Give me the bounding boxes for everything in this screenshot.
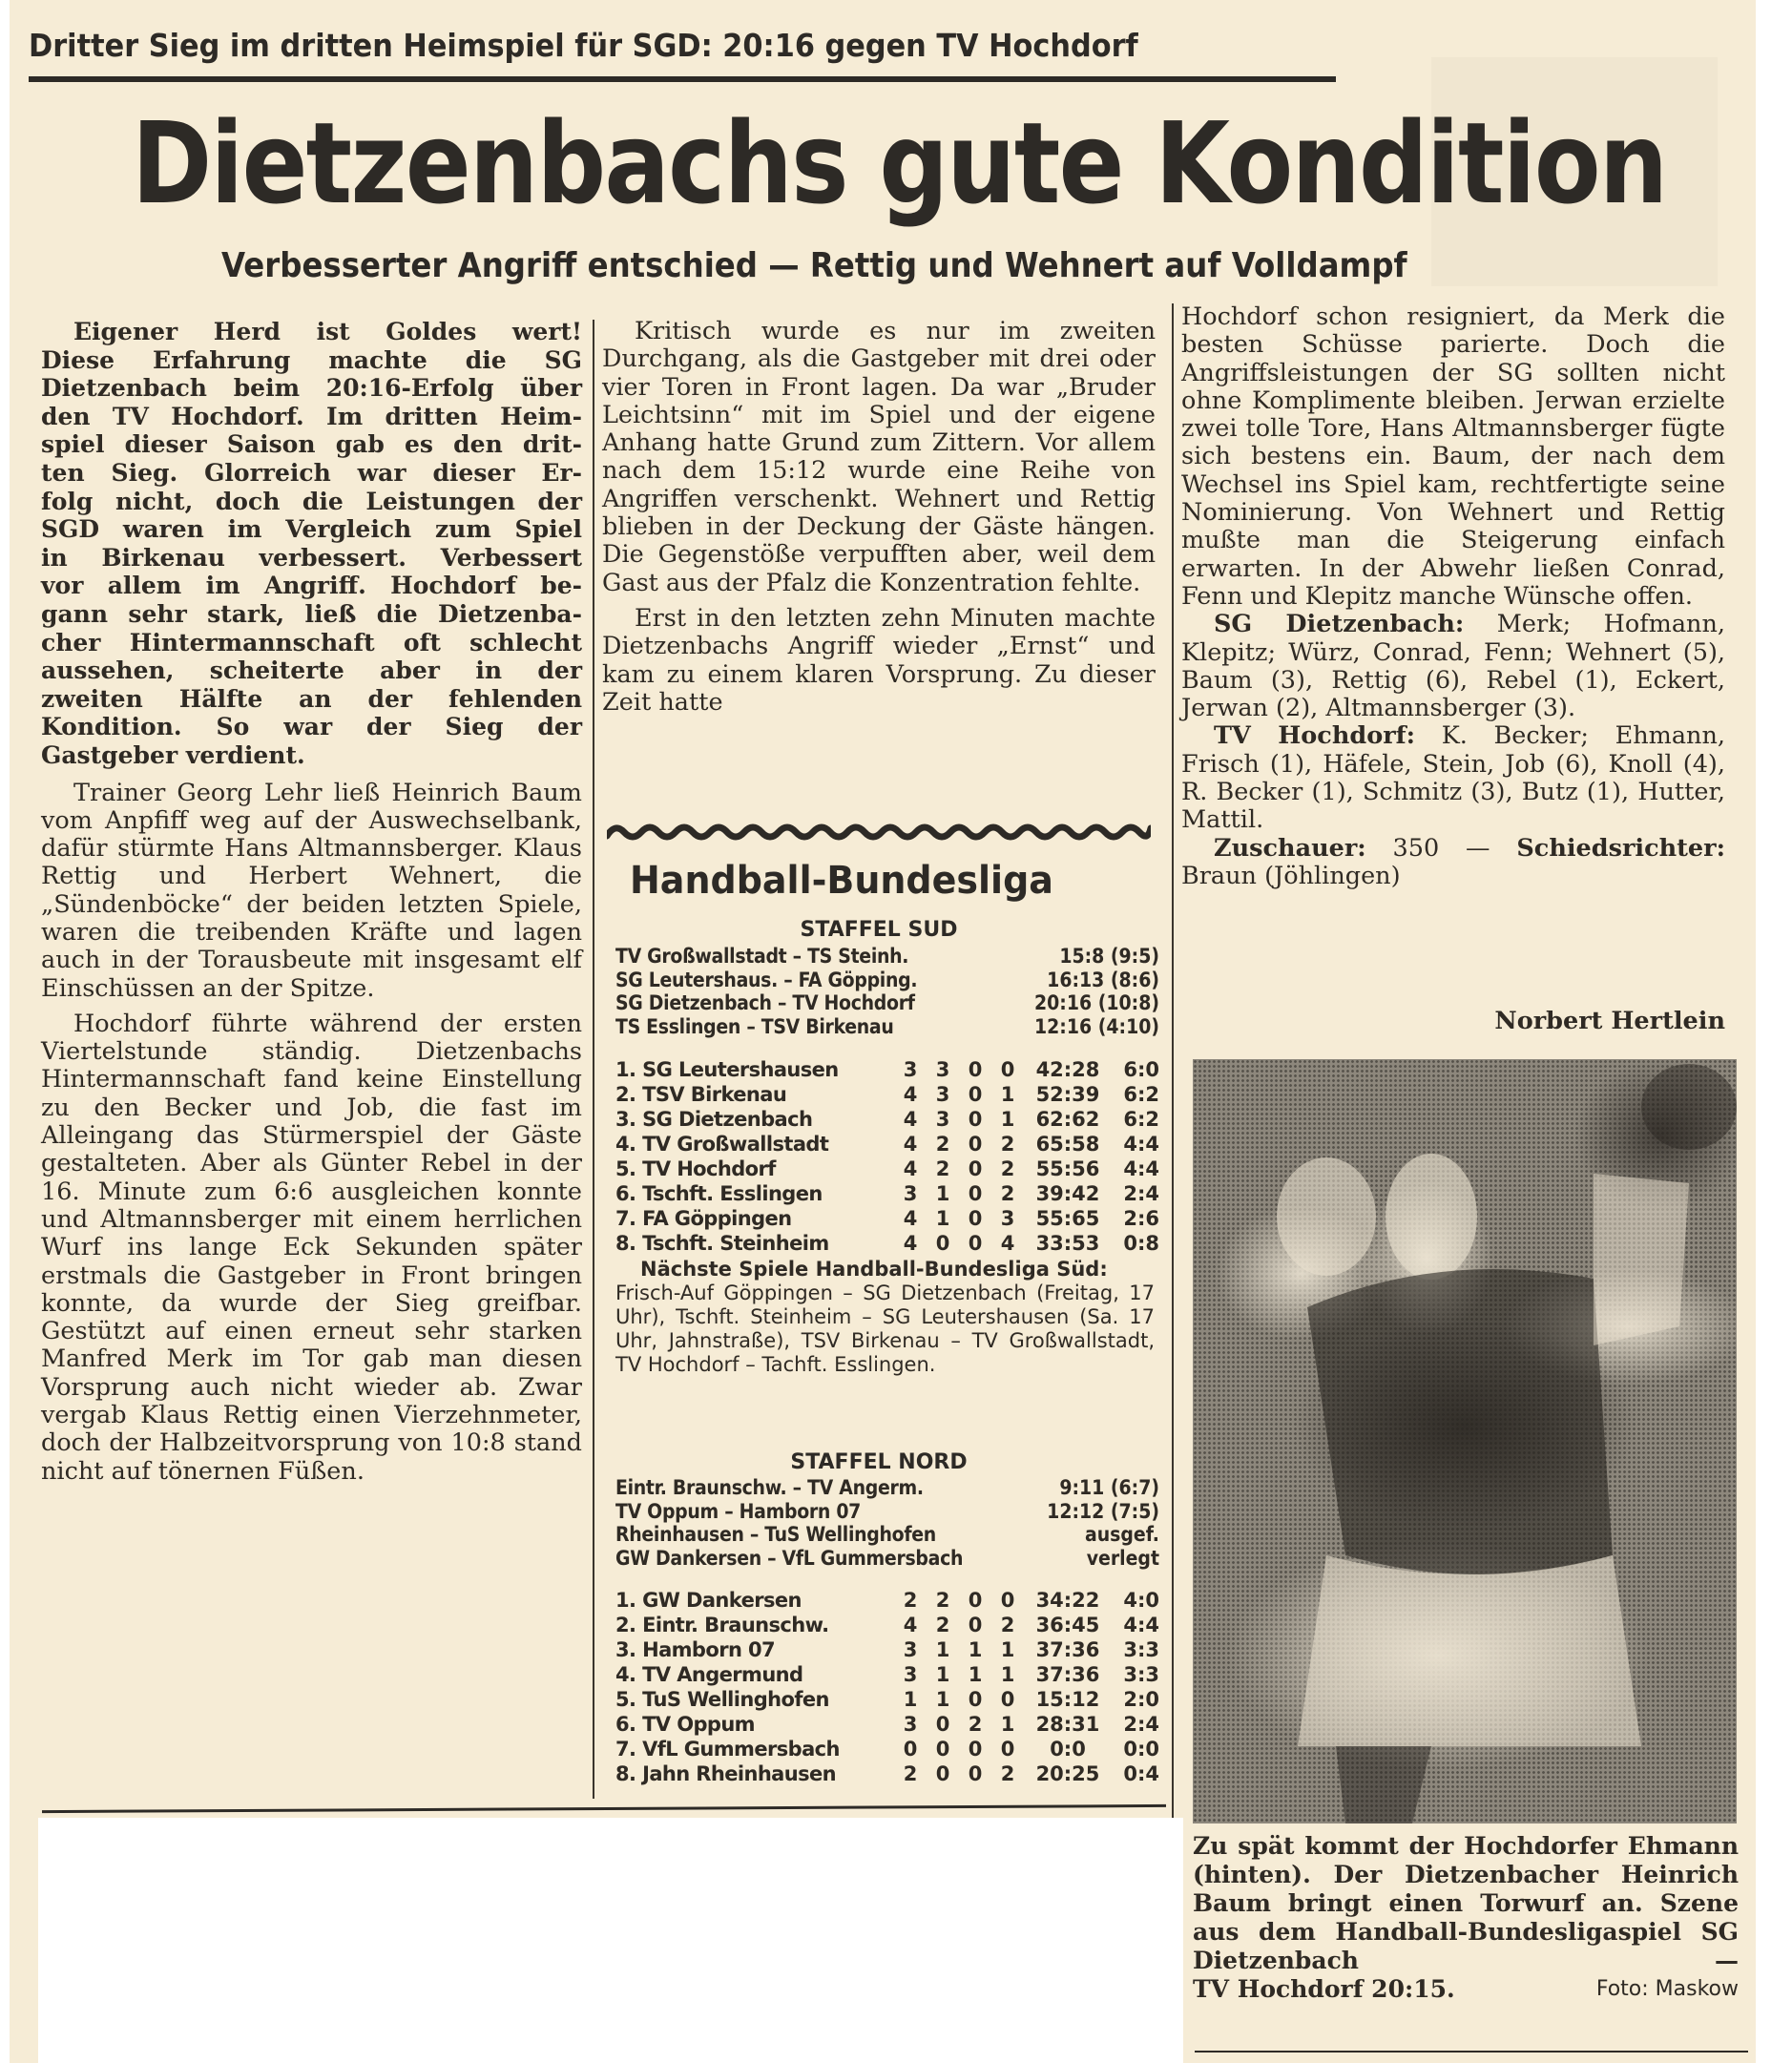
rank: 2.	[615, 1614, 636, 1636]
draws: 2	[968, 1713, 983, 1736]
goal-ratio: 28:31	[1035, 1713, 1100, 1736]
body-paragraph: Hochdorf führte während der ersten Viertelstunde ständig. Dietzenbachs Hintermannschaft fand keine Einstellung zu den Becker und Job, die fast im Alleingang das Stürmerspiel der Gäste gestalteten. Aber als Günter Rebel in der 16. Minute zum 6:6 ausgleichen konnte und Altmannsberger mit einem herrlichen Wurf ins lange Eck Sekunden später erstmals die Gastgeber in Front bringen konnte, da wurde der Sieg greifbar. Gestützt auf einen erneut sehr starken Manfred Merk im Tor gab man diesen Vorsprung auch nicht wieder ab. Zwar vergab Klaus Rettig einen Vierzehnmeter, doch der Halbzeitvorsprung von 10:8 stand nicht auf tönernen Füßen.	[41, 1009, 582, 1486]
match: TS Esslingen – TSV Birkenau	[615, 1014, 894, 1038]
body-paragraph: Trainer Georg Lehr ließ Heinrich Baum vom Anpfiff weg auf der Auswechselbank, dafür stürmte Hans Altmannsberger. Klaus Rettig und Herbert Wehnert, die „Sündenböcke“ der beiden letzten Spiele, waren die treibenden Kräfte und lagen auch in der Torausbeute mit insgesamt elf Einschüssen an der Spitze.	[41, 778, 582, 1003]
games-played: 3	[903, 1182, 918, 1205]
handball-photo	[1193, 1059, 1737, 1823]
goal-ratio: 15:12	[1035, 1688, 1100, 1711]
referee-label: Schiedsrichter:	[1516, 833, 1725, 863]
lead-line: Kondition. So war der Sieg der	[41, 713, 582, 741]
standings-row	[615, 1206, 1161, 1231]
rank: 7.	[615, 1738, 636, 1761]
staffel-sud-heading: STAFFEL SUD	[800, 918, 958, 942]
losses: 1	[1000, 1713, 1015, 1736]
rank: 5.	[615, 1157, 636, 1180]
wins: 0	[935, 1713, 950, 1736]
wins: 0	[935, 1232, 950, 1255]
lead-line: Diese Erfahrung machte die SG	[41, 345, 582, 374]
draws: 0	[968, 1207, 983, 1230]
score: 12:16 (4:10)	[1034, 1014, 1159, 1038]
lineup-hochdorf	[1181, 722, 1725, 834]
goal-ratio: 0:0	[1050, 1738, 1086, 1761]
team-name	[615, 1132, 894, 1157]
rank: 2.	[615, 1083, 636, 1106]
standings-row	[615, 1231, 1161, 1256]
match: GW Dankersen – VfL Gummersbach	[615, 1546, 964, 1570]
standings-row	[615, 1107, 1161, 1132]
sub-headline: Verbesserter Angriff entschied — Rettig und Wehnert auf Volldampf	[221, 246, 1407, 285]
lead-line: Dietzenbach beim 20:16-Erfolg über	[41, 374, 582, 403]
games-played: 4	[903, 1108, 918, 1131]
team-name	[615, 1107, 894, 1132]
team: Jahn Rheinhausen	[642, 1762, 836, 1785]
team-name: SG Dietzenbach:	[1214, 610, 1465, 639]
wins: 2	[935, 1157, 950, 1180]
standings-row	[615, 1613, 1161, 1637]
games-played: 4	[903, 1232, 918, 1255]
team: Eintr. Braunschw.	[642, 1614, 829, 1636]
goal-ratio: 52:39	[1035, 1083, 1100, 1106]
goal-ratio: 20:25	[1035, 1762, 1100, 1785]
rank: 3.	[615, 1108, 636, 1131]
team: VfL Gummersbach	[642, 1738, 840, 1761]
main-headline: Dietzenbachs gute Kondition	[132, 97, 1667, 229]
result-row	[615, 969, 1159, 992]
wins: 2	[935, 1614, 950, 1636]
points: 2:4	[1123, 1713, 1159, 1736]
rank: 1.	[615, 1058, 636, 1081]
result-row	[615, 991, 1159, 1015]
points: 0:4	[1123, 1762, 1159, 1785]
article-column-3	[1181, 303, 1725, 890]
standings-title: Handball-Bundesliga	[630, 859, 1053, 903]
goal-ratio: 62:62	[1035, 1108, 1100, 1131]
losses: 1	[1000, 1663, 1015, 1686]
rank: 8.	[615, 1232, 636, 1255]
lead-line: vor allem im Angriff. Hochdorf be-	[41, 572, 582, 600]
kicker-headline: Dritter Sieg im dritten Heimspiel für SGD: 20:16 gegen TV Hochdorf	[29, 27, 1138, 64]
team: TV Oppum	[642, 1713, 755, 1736]
losses: 0	[1000, 1738, 1015, 1761]
lead-line: SGD waren im Vergleich zum Spiel	[41, 515, 582, 544]
standings-row	[615, 1761, 1161, 1786]
wins: 0	[935, 1738, 950, 1761]
staffel-sud-results	[615, 945, 1159, 1038]
lead-line: cher Hintermannschaft oft schlecht	[41, 628, 582, 656]
losses: 2	[1000, 1614, 1015, 1636]
draws: 0	[968, 1688, 983, 1711]
spectators-value: 350 —	[1392, 833, 1490, 863]
standings-row	[615, 1662, 1161, 1687]
score: ausgef.	[1084, 1523, 1159, 1546]
team-name	[615, 1662, 894, 1687]
body-paragraph: Hochdorf schon resigniert, da Merk die besten Schüsse parierte. Doch die Angriffsleistungen der SG sollten nicht ohne Komplimente bleiben. Jerwan erzielte zwei tolle Tore, Hans Altmannsberger fügte sich bestens ein. Baum, der nach dem Wechsel ins Spiel kam, rechtfertigte seine Nominierung. Von Wehnert und Rettig mußte man die Steigerung einfach erwarten. In der Abwehr ließen Conrad, Fenn und Klepitz manche Wünsche offen.	[1181, 302, 1725, 611]
points: 6:2	[1123, 1083, 1159, 1106]
standings-row	[615, 1588, 1161, 1613]
score: 12:12 (7:5)	[1047, 1499, 1159, 1523]
wins: 1	[935, 1638, 950, 1661]
goal-ratio: 39:42	[1035, 1182, 1100, 1205]
rank: 8.	[615, 1762, 636, 1785]
goal-ratio: 34:22	[1035, 1589, 1100, 1612]
result-row	[615, 1500, 1159, 1524]
team-name	[615, 1181, 894, 1206]
games-played: 4	[903, 1207, 918, 1230]
games-played: 3	[903, 1638, 918, 1661]
points: 4:4	[1123, 1133, 1159, 1156]
losses: 2	[1000, 1133, 1015, 1156]
lead-line: aussehen, scheiterte aber in der	[41, 656, 582, 685]
losses: 0	[1000, 1688, 1015, 1711]
rank: 3.	[615, 1638, 636, 1661]
points: 2:0	[1123, 1688, 1159, 1711]
standings-row	[615, 1737, 1161, 1761]
points: 4:4	[1123, 1157, 1159, 1180]
points: 4:0	[1123, 1589, 1159, 1612]
draws: 0	[968, 1232, 983, 1255]
losses: 3	[1000, 1207, 1015, 1230]
goal-ratio: 42:28	[1035, 1058, 1100, 1081]
games-played: 1	[903, 1688, 918, 1711]
score: 16:13 (8:6)	[1047, 968, 1159, 991]
rank: 5.	[615, 1688, 636, 1711]
caption-text: Zu spät kommt der Hochdorfer Ehmann (hinten). Der Dietzenbacher Heinrich Baum bringt einen Torwurf an. Szene aus dem Handball-Bundesligaspiel SG Dietzenbach —	[1193, 1832, 1739, 1974]
match: TV Oppum – Hamborn 07	[615, 1499, 862, 1523]
score: 9:11 (6:7)	[1059, 1476, 1159, 1499]
games-played: 4	[903, 1083, 918, 1106]
clipping-cutout	[38, 1818, 1183, 2063]
wins: 2	[935, 1133, 950, 1156]
team: TV Angermund	[642, 1663, 803, 1686]
article-column-1	[41, 318, 582, 1486]
result-row	[615, 1547, 1159, 1571]
losses: 1	[1000, 1083, 1015, 1106]
team: TV Hochdorf	[642, 1157, 776, 1180]
losses: 1	[1000, 1108, 1015, 1131]
lead-line: spiel dieser Saison gab es den drit-	[41, 430, 582, 459]
wins: 2	[935, 1589, 950, 1612]
player-list: K. Becker; Ehmann, Frisch (1), Häfele, Stein, Job (6), Knoll (4), R. Becker (1), Schmitz (3), Butz (1), Hutter, Mattil.	[1181, 721, 1725, 835]
points: 3:3	[1123, 1638, 1159, 1661]
body-paragraph: Kritisch wurde es nur im zweiten Durchgang, als die Gastgeber mit drei oder vier Toren in Front lagen. Da war „Bruder Leichtsinn“ mit im Spiel und der eigene Anhang hatte Grund zum Zittern. Vor allem nach dem 15:12 wurde eine Reihe von Angriffen verschenkt. Wehnert und Rettig blieben in der Deckung der Gäste hängen. Die Gegenstöße verpufften aber, weil dem Gast aus der Pfalz die Konzentration fehlte.	[602, 317, 1156, 597]
scan-margin	[1756, 0, 1792, 2063]
draws: 1	[968, 1638, 983, 1661]
staffel-nord-results	[615, 1476, 1159, 1570]
next-games	[615, 1258, 1155, 1377]
staffel-nord-heading: STAFFEL NORD	[790, 1450, 968, 1474]
match: Eintr. Braunschw. – TV Angerm.	[615, 1476, 924, 1499]
lead-paragraph	[41, 318, 582, 770]
team: FA Göppingen	[642, 1207, 792, 1230]
wins: 1	[935, 1663, 950, 1686]
caption-rule	[1195, 2051, 1748, 2053]
result-row	[615, 1523, 1159, 1547]
body-paragraph: Erst in den letzten zehn Minuten machte Dietzenbachs Angriff wieder „Ernst“ und kam zu einem klaren Vorsprung. Zu dieser Zeit hatte	[602, 603, 1156, 717]
draws: 0	[968, 1614, 983, 1636]
games-played: 3	[903, 1713, 918, 1736]
draws: 0	[968, 1762, 983, 1785]
goal-ratio: 37:36	[1035, 1638, 1100, 1661]
next-games-text: Frisch-Auf Göppingen – SG Dietzenbach (Freitag, 17 Uhr), Tschft. Steinheim – SG Leutershausen (Sa. 17 Uhr, Jahnstraße), TSV Birkenau – TV Großwallstadt, TV Hochdorf – Tachft. Esslingen.	[615, 1282, 1155, 1376]
column-divider	[1172, 303, 1174, 2059]
draws: 0	[968, 1182, 983, 1205]
rank: 4.	[615, 1663, 636, 1686]
team-name	[615, 1588, 894, 1613]
lead-line: zweiten Hälfte an der fehlenden	[41, 684, 582, 713]
team-name	[615, 1206, 894, 1231]
team-name	[615, 1761, 894, 1786]
games-played: 4	[903, 1133, 918, 1156]
standings-row	[615, 1082, 1161, 1107]
wins: 3	[935, 1083, 950, 1106]
match: Rheinhausen – TuS Wellinghofen	[615, 1523, 936, 1546]
points: 2:6	[1123, 1207, 1159, 1230]
points: 0:0	[1123, 1738, 1159, 1761]
team-name	[615, 1637, 894, 1662]
team: TV Großwallstadt	[642, 1133, 829, 1156]
team-name: TV Hochdorf:	[1214, 721, 1416, 751]
standings-row	[615, 1637, 1161, 1662]
score: 20:16 (10:8)	[1034, 991, 1159, 1014]
wins: 1	[935, 1207, 950, 1230]
lead-line: den TV Hochdorf. Im dritten Heim-	[41, 402, 582, 430]
team: TuS Wellinghofen	[642, 1688, 829, 1711]
kicker-underline	[29, 76, 1336, 82]
points: 3:3	[1123, 1663, 1159, 1686]
lead-line: Eigener Herd ist Goldes wert!	[73, 318, 582, 345]
team: SG Leutershausen	[642, 1058, 839, 1081]
result-row	[615, 1015, 1159, 1039]
goal-ratio: 55:65	[1035, 1207, 1100, 1230]
team: Tschft. Steinheim	[642, 1232, 829, 1255]
caption-last-line	[1193, 1975, 1739, 2004]
team: Tschft. Esslingen	[642, 1182, 823, 1205]
team: Hamborn 07	[642, 1638, 776, 1661]
games-played: 3	[903, 1663, 918, 1686]
goal-ratio: 37:36	[1035, 1663, 1100, 1686]
rank: 4.	[615, 1133, 636, 1156]
standings-row	[615, 1157, 1161, 1181]
team-name	[615, 1687, 894, 1712]
losses: 4	[1000, 1232, 1015, 1255]
team-name	[615, 1082, 894, 1107]
losses: 2	[1000, 1762, 1015, 1785]
losses: 1	[1000, 1638, 1015, 1661]
draws: 0	[968, 1157, 983, 1180]
points: 0:8	[1123, 1232, 1159, 1255]
wins: 1	[935, 1688, 950, 1711]
losses: 0	[1000, 1058, 1015, 1081]
score: verlegt	[1086, 1546, 1159, 1570]
team-name	[615, 1057, 894, 1082]
wins: 3	[935, 1058, 950, 1081]
games-played: 4	[903, 1157, 918, 1180]
decorative-wave-rule	[607, 819, 1151, 844]
rank: 1.	[615, 1589, 636, 1612]
losses: 2	[1000, 1182, 1015, 1205]
result-row	[615, 945, 1159, 969]
article-column-2	[602, 318, 1156, 717]
wins: 1	[935, 1182, 950, 1205]
standings-row	[615, 1712, 1161, 1737]
score: 15:8 (9:5)	[1059, 945, 1159, 968]
staffel-sud-table	[615, 1057, 1161, 1256]
points: 6:2	[1123, 1108, 1159, 1131]
match-facts	[1181, 835, 1725, 891]
standings-row	[615, 1132, 1161, 1157]
draws: 0	[968, 1058, 983, 1081]
rank: 7.	[615, 1207, 636, 1230]
team-name	[615, 1231, 894, 1256]
draws: 1	[968, 1663, 983, 1686]
standings-row	[615, 1687, 1161, 1712]
lead-line: gann sehr stark, ließ die Dietzenba-	[41, 599, 582, 628]
points: 4:4	[1123, 1614, 1159, 1636]
lead-line: in Birkenau verbessert. Verbessert	[41, 543, 582, 572]
rank: 6.	[615, 1713, 636, 1736]
standings-row	[615, 1181, 1161, 1206]
referee-value: Braun (Jöhlingen)	[1181, 861, 1401, 890]
games-played: 4	[903, 1614, 918, 1636]
lineup-dietzenbach	[1181, 611, 1725, 722]
photo-credit: Foto: Maskow	[1595, 1977, 1739, 2001]
goal-ratio: 65:58	[1035, 1133, 1100, 1156]
match: SG Dietzenbach – TV Hochdorf	[615, 991, 915, 1014]
draws: 0	[968, 1083, 983, 1106]
author-byline: Norbert Hertlein	[1494, 1007, 1725, 1035]
team: TSV Birkenau	[642, 1083, 787, 1106]
draws: 0	[968, 1108, 983, 1131]
rank: 6.	[615, 1182, 636, 1205]
team: GW Dankersen	[642, 1589, 802, 1612]
points: 2:4	[1123, 1182, 1159, 1205]
wins: 3	[935, 1108, 950, 1131]
games-played: 2	[903, 1589, 918, 1612]
team-name	[615, 1613, 894, 1637]
games-played: 2	[903, 1762, 918, 1785]
goal-ratio: 36:45	[1035, 1614, 1100, 1636]
games-played: 3	[903, 1058, 918, 1081]
standings-row	[615, 1057, 1161, 1082]
wins: 0	[935, 1762, 950, 1785]
caption-text-end: TV Hochdorf 20:15.	[1193, 1975, 1455, 2003]
points: 6:0	[1123, 1058, 1159, 1081]
team-name	[615, 1157, 894, 1181]
lead-line: ten Sieg. Glorreich war dieser Er-	[41, 458, 582, 487]
goal-ratio: 55:56	[1035, 1157, 1100, 1180]
result-row	[615, 1476, 1159, 1500]
games-played: 0	[903, 1738, 918, 1761]
losses: 0	[1000, 1589, 1015, 1612]
next-games-heading: Nächste Spiele Handball-Bundesliga Süd:	[640, 1258, 1108, 1281]
column-divider	[593, 320, 594, 1799]
draws: 0	[968, 1133, 983, 1156]
match: TV Großwallstadt – TS Steinh.	[615, 945, 909, 968]
lead-line: Gastgeber verdient.	[41, 740, 305, 769]
photo-caption	[1193, 1832, 1739, 2004]
match: SG Leutershaus. – FA Göpping.	[615, 968, 918, 991]
goal-ratio: 33:53	[1035, 1232, 1100, 1255]
team-name	[615, 1737, 894, 1761]
photo-silhouette	[1193, 1059, 1737, 1823]
draws: 0	[968, 1738, 983, 1761]
draws: 0	[968, 1589, 983, 1612]
staffel-nord-table	[615, 1588, 1161, 1786]
team-name	[615, 1712, 894, 1737]
player-list: Merk; Hofmann, Klepitz; Würz, Conrad, Fenn; Wehnert (5), Baum (3), Rettig (6), Rebel (1), Eckert, Jerwan (2), Altmannsberger (3).	[1181, 610, 1725, 723]
spectators-label: Zuschauer:	[1214, 833, 1366, 863]
team: SG Dietzenbach	[642, 1108, 813, 1131]
losses: 2	[1000, 1157, 1015, 1180]
lead-line: folg nicht, doch die Leistungen der	[41, 487, 582, 515]
